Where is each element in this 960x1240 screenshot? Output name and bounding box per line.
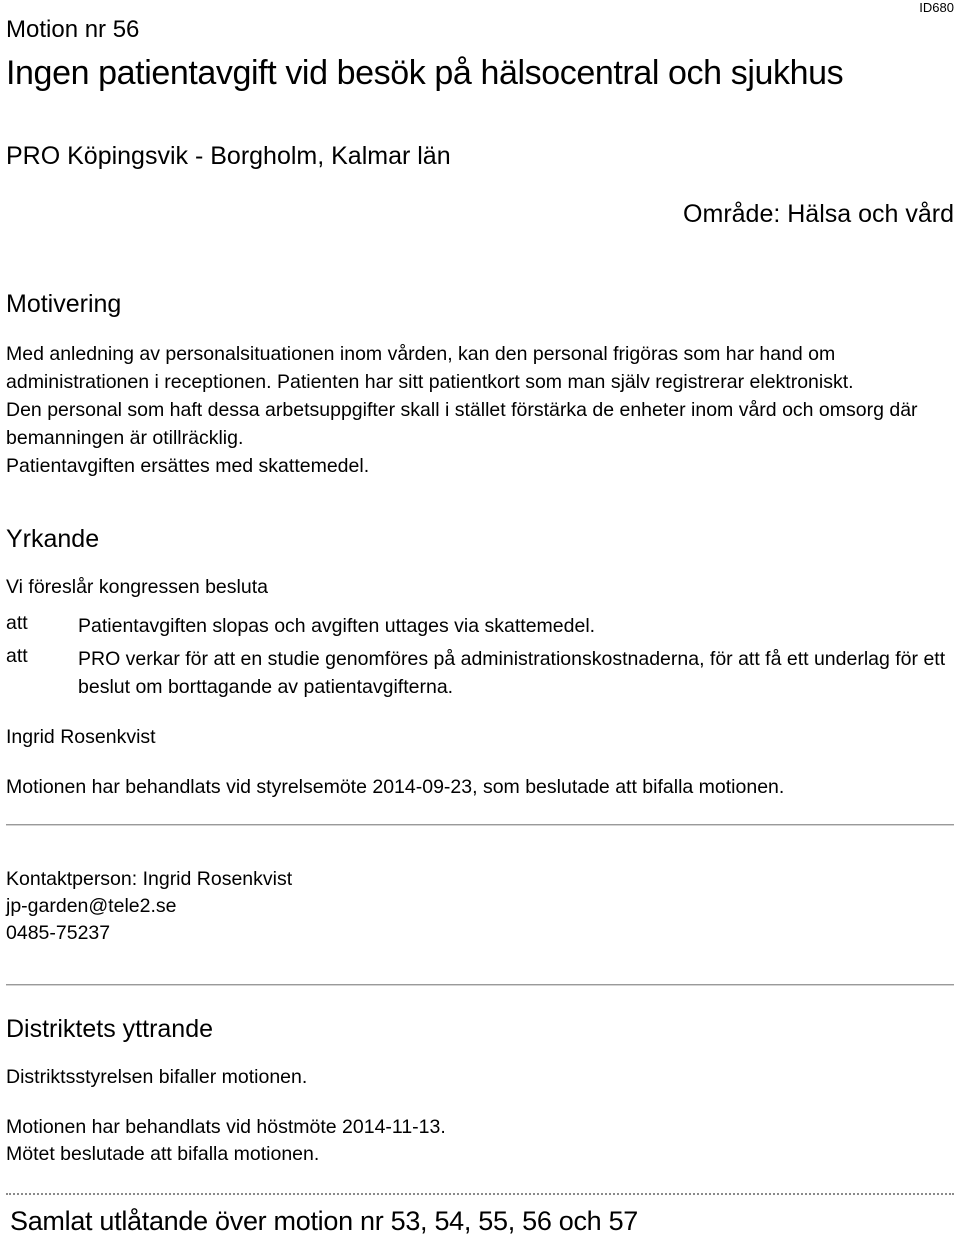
motion-number: Motion nr 56	[6, 16, 140, 43]
yrkande-heading: Yrkande	[6, 525, 100, 553]
att-text: PRO verkar för att en studie genomföres på administrationskostnaderna, för att få ett underlag för ett beslut om borttagande av patientavgifterna.	[78, 648, 946, 698]
subject-area: Område: Hälsa och vård	[683, 200, 954, 228]
motivering-paragraph: Med anledning av personalsituationen inom vården, kan den personal frigöras som har hand om administrationen i receptionen. Patienten har sitt patientkort som man själv registrerar elektroniskt.	[6, 343, 854, 393]
contact-email: jp-garden@tele2.se	[6, 895, 177, 917]
document-id: ID680	[919, 0, 954, 15]
district-heading: Distriktets yttrande	[6, 1015, 214, 1043]
att-label: att	[6, 612, 28, 634]
meeting-result: Mötet beslutade att bifalla motionen.	[6, 1143, 320, 1165]
summary-title: Samlat utlåtande över motion nr 53, 54, 55, 56 och 57	[10, 1206, 639, 1236]
contact-phone: 0485-75237	[6, 922, 111, 944]
contact-person: Kontaktperson: Ingrid Rosenkvist	[6, 868, 293, 890]
dotted-divider	[6, 1193, 954, 1195]
contact-block	[6, 866, 292, 947]
meeting-date: Motionen har behandlats vid höstmöte 2014-11-13.	[6, 1116, 446, 1138]
motivering-body	[6, 340, 956, 480]
yrkande-intro: Vi föreslår kongressen besluta	[6, 576, 268, 598]
motivering-paragraph: Patientavgiften ersättes med skattemedel.	[6, 455, 370, 477]
att-text: Patientavgiften slopas och avgiften uttages via skattemedel.	[78, 615, 596, 637]
motivering-heading: Motivering	[6, 290, 122, 318]
board-decision: Motionen har behandlats vid styrelsemöte 2014-09-23, som beslutade att bifalla motionen.	[6, 776, 785, 798]
signer-name: Ingrid Rosenkvist	[6, 726, 156, 748]
divider	[6, 984, 954, 986]
district-meeting	[6, 1114, 446, 1168]
district-statement: Distriktsstyrelsen bifaller motionen.	[6, 1066, 308, 1088]
motivering-paragraph: Den personal som haft dessa arbetsuppgifter skall i stället förstärka de enheter inom vård och omsorg där bemanningen är otillräcklig.	[6, 399, 918, 449]
divider	[6, 824, 954, 826]
organization: PRO Köpingsvik - Borgholm, Kalmar län	[6, 142, 451, 170]
motion-title: Ingen patientavgift vid besök på hälsocentral och sjukhus	[6, 54, 844, 92]
att-label: att	[6, 645, 28, 667]
